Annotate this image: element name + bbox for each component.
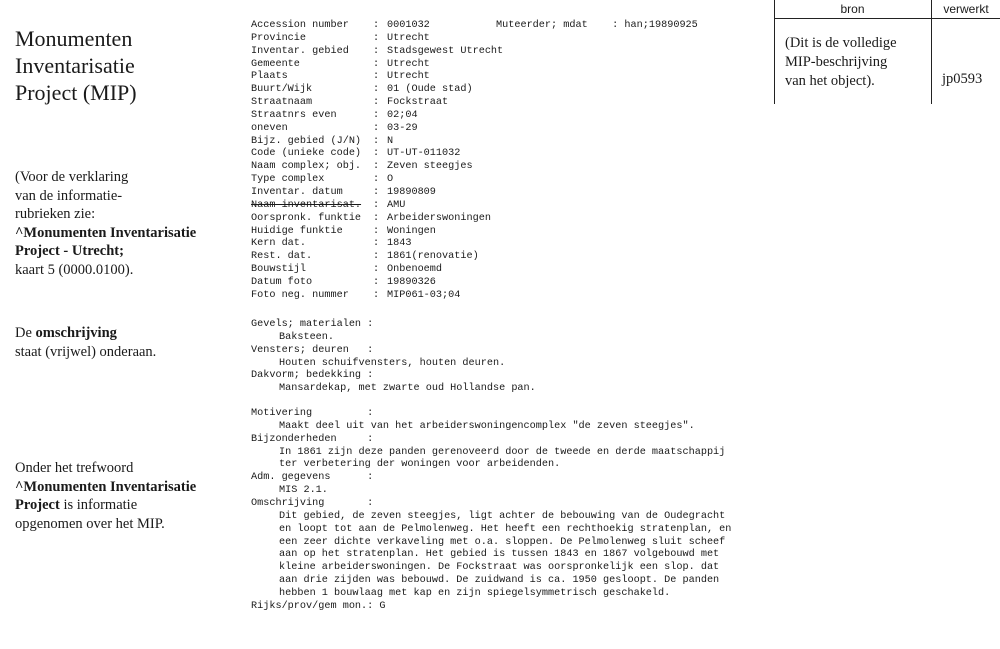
title-line: Monumenten: [15, 26, 133, 51]
section-line: aan op het stratenplan. Het gebied is tussen 1843 en 1867 volgebouwd met: [279, 549, 720, 561]
field-label: Provincie: [251, 32, 307, 44]
title-line: Inventarisatie: [15, 53, 135, 78]
field-separator: :: [373, 135, 380, 147]
field-label: oneven: [251, 122, 288, 134]
note-line-bold: ^Monumenten Inventarisatie: [15, 478, 197, 495]
section-line: Dit gebied, de zeven steegjes, ligt achter de bebouwing van de Oudegracht: [279, 510, 726, 522]
field-value: Stadsgewest Utrecht: [387, 45, 504, 57]
bijzonderheden-heading: Bijzonderheden :: [251, 433, 374, 445]
field-separator: :: [373, 174, 380, 186]
vensters-body: [251, 358, 771, 371]
field-value: O: [387, 174, 394, 186]
section-line: hebben 1 bouwlaag met kap en zijn spiegelsymmetrisch geschakeld.: [279, 587, 671, 599]
title-line: Project (MIP): [15, 80, 137, 105]
trefwoord-note: [15, 459, 245, 533]
field-separator: :: [373, 109, 380, 121]
note-line: staat (vrijwel) onderaan.: [15, 343, 157, 360]
field-separator: :: [373, 251, 380, 263]
field-separator: :: [373, 199, 380, 211]
field-value: Woningen: [387, 225, 436, 237]
field-label: Code (unieke code): [251, 148, 362, 160]
section-line: MIS 2.1.: [279, 485, 328, 497]
field-row: [251, 123, 503, 136]
bron-line: (Dit is de volledige: [785, 35, 897, 51]
field-row: [251, 161, 503, 174]
field-label: Naam complex; obj.: [251, 161, 362, 173]
section-line: en loopt tot aan de Pelmolenweg. Het heeft een rechthoekig stratenplan, en: [279, 523, 732, 535]
page-title: [15, 25, 235, 106]
note-line: van de informatie-: [15, 187, 123, 204]
motivering-body: [251, 421, 771, 434]
field-value: Utrecht: [387, 58, 430, 70]
field-separator: :: [373, 45, 380, 57]
field-row: [251, 136, 503, 149]
field-row: [251, 187, 503, 200]
field-row: [251, 33, 503, 46]
field-label: Inventar. datum: [251, 186, 343, 198]
note-text: De: [15, 325, 36, 341]
section-line: In 1861 zijn deze panden gerenoveerd door de tweede en derde maatschappij: [279, 446, 726, 458]
dakvorm-body: [251, 383, 771, 396]
field-value: AMU: [387, 199, 406, 211]
field-row: [251, 84, 503, 97]
field-row: [251, 97, 503, 110]
verwerkt-cell: jp0593: [942, 71, 983, 87]
muteerder-row: [496, 20, 698, 33]
field-value: 19890809: [387, 186, 436, 198]
note-line: rubrieken zie:: [15, 206, 96, 222]
field-label: Bouwstijl: [251, 264, 307, 276]
omschrijving-heading: Omschrijving :: [251, 497, 374, 509]
muteerder-label: Muteerder; mdat: [496, 20, 588, 31]
field-separator: :: [373, 264, 380, 276]
rijks-monument-line: Rijks/prov/gem mon.: G: [251, 600, 386, 612]
field-separator: :: [373, 58, 380, 70]
note-line-bold: Project - Utrecht;: [15, 243, 124, 259]
field-separator: :: [373, 148, 380, 160]
table-border: [774, 18, 1000, 19]
field-row: [251, 20, 503, 33]
field-row: [251, 59, 503, 72]
field-label: Oorspronk. funktie: [251, 212, 362, 224]
field-separator: :: [373, 122, 380, 134]
field-value: 1861(renovatie): [387, 251, 479, 263]
note-line-bold: ^Monumenten Inventarisatie: [15, 224, 197, 241]
field-separator: :: [373, 225, 380, 237]
note-text: is informatie: [59, 497, 138, 513]
field-label: Type complex: [251, 174, 325, 186]
motivering-heading: Motivering :: [251, 408, 374, 420]
field-value: Arbeiderswoningen: [387, 212, 491, 224]
field-value: MIP061-03;04: [387, 289, 461, 301]
field-row: [251, 174, 503, 187]
bron-header: bron: [840, 2, 865, 16]
note-line: [15, 324, 245, 343]
field-label: Buurt/Wijk: [251, 84, 313, 96]
field-value: 03-29: [387, 122, 418, 134]
field-label: Straatnrs even: [251, 109, 337, 121]
bron-line: MIP-beschrijving: [785, 54, 888, 70]
bron-cell: [785, 34, 930, 91]
bron-table: [774, 0, 1000, 104]
section-line: Houten schuifvensters, houten deuren.: [279, 357, 506, 369]
note-line: (Voor de verklaring: [15, 169, 129, 185]
reference-note: [15, 168, 245, 279]
field-value: Zeven steegjes: [387, 161, 473, 173]
note-bold: Project: [15, 497, 60, 513]
field-label: Inventar. gebied: [251, 45, 349, 57]
field-label: Rest. dat.: [251, 251, 313, 263]
vensters-heading: Vensters; deuren :: [251, 344, 374, 356]
muteerder-value: han;19890925: [624, 20, 698, 31]
field-row: [251, 213, 503, 226]
field-value: Fockstraat: [387, 97, 449, 109]
note-line: opgenomen over het MIP.: [15, 515, 165, 532]
field-row: [251, 110, 503, 123]
field-row: [251, 71, 503, 84]
note-line: [15, 496, 245, 515]
field-value: 0001032: [387, 20, 430, 31]
gevels-body: [251, 332, 771, 345]
dakvorm-heading: Dakvorm; bedekking :: [251, 370, 374, 382]
section-line: Maakt deel uit van het arbeiderswoningencomplex "de zeven steegjes".: [279, 420, 695, 432]
field-separator: :: [373, 276, 380, 288]
field-value: 02;04: [387, 109, 418, 121]
field-label: Straatnaam: [251, 97, 313, 109]
field-value: UT-UT-011032: [387, 148, 461, 160]
field-separator: :: [373, 161, 380, 173]
field-row: [251, 226, 503, 239]
field-row: [251, 290, 503, 303]
record-sections: [251, 319, 771, 614]
field-value: Utrecht: [387, 71, 430, 83]
verwerkt-header: verwerkt: [943, 2, 989, 16]
field-row: [251, 277, 503, 290]
field-label: Accession number: [251, 20, 349, 31]
section-line: een zeer dichte verkaveling met o.a. sloppen. De Pelmolenweg sluit scheef: [279, 536, 726, 548]
section-line: kleine arbeiderswoningen. De Fockstraat was oorspronkelijk een slop. dat: [279, 562, 720, 574]
field-separator: :: [373, 84, 380, 96]
field-separator: :: [612, 20, 619, 31]
field-label: Gemeente: [251, 58, 300, 70]
section-line: Baksteen.: [279, 331, 335, 343]
bron-line: van het object).: [785, 73, 875, 89]
field-separator: :: [373, 32, 380, 44]
field-separator: :: [373, 186, 380, 198]
field-label: Foto neg. nummer: [251, 289, 349, 301]
field-value: Utrecht: [387, 32, 430, 44]
section-line: Mansardekap, met zwarte oud Hollandse pan.: [279, 383, 536, 395]
gevels-heading: Gevels; materialen :: [251, 319, 374, 330]
field-label: Huidige funktie: [251, 225, 343, 237]
section-line: ter verbetering der woningen voor arbeidenden.: [279, 459, 561, 471]
field-row: [251, 148, 503, 161]
adm-heading: Adm. gegevens :: [251, 472, 374, 484]
section-gap: [251, 396, 771, 408]
field-separator: :: [373, 20, 380, 31]
field-separator: :: [373, 212, 380, 224]
field-value: Onbenoemd: [387, 264, 443, 276]
omschrijving-note: [15, 324, 245, 361]
note-line: kaart 5 (0000.0100).: [15, 261, 134, 278]
field-separator: :: [373, 97, 380, 109]
field-value: 1843: [387, 238, 412, 250]
field-row: [251, 46, 503, 59]
adm-body: [251, 485, 771, 498]
note-bold: omschrijving: [35, 325, 117, 341]
field-value: 01 (Oude stad): [387, 84, 473, 96]
field-label: Naam inventarisat.: [251, 199, 362, 211]
note-line: Onder het trefwoord: [15, 460, 134, 476]
field-label: Kern dat.: [251, 238, 307, 250]
field-value: 19890326: [387, 276, 436, 288]
field-row: [251, 200, 503, 213]
bijzonderheden-body: [251, 447, 771, 473]
omschrijving-body: [251, 511, 771, 601]
field-separator: :: [373, 289, 380, 301]
field-label: Plaats: [251, 71, 288, 83]
field-label: Bijz. gebied (J/N): [251, 135, 362, 147]
field-separator: :: [373, 71, 380, 83]
record-fields: [251, 20, 503, 303]
section-line: aan drie zijden was bebouwd. De zuidwand is ca. 1950 gesloopt. De panden: [279, 575, 720, 587]
field-separator: :: [373, 238, 380, 250]
field-row: [251, 264, 503, 277]
field-value: N: [387, 135, 394, 147]
field-row: [251, 238, 503, 251]
field-label: Datum foto: [251, 276, 313, 288]
field-row: [251, 251, 503, 264]
